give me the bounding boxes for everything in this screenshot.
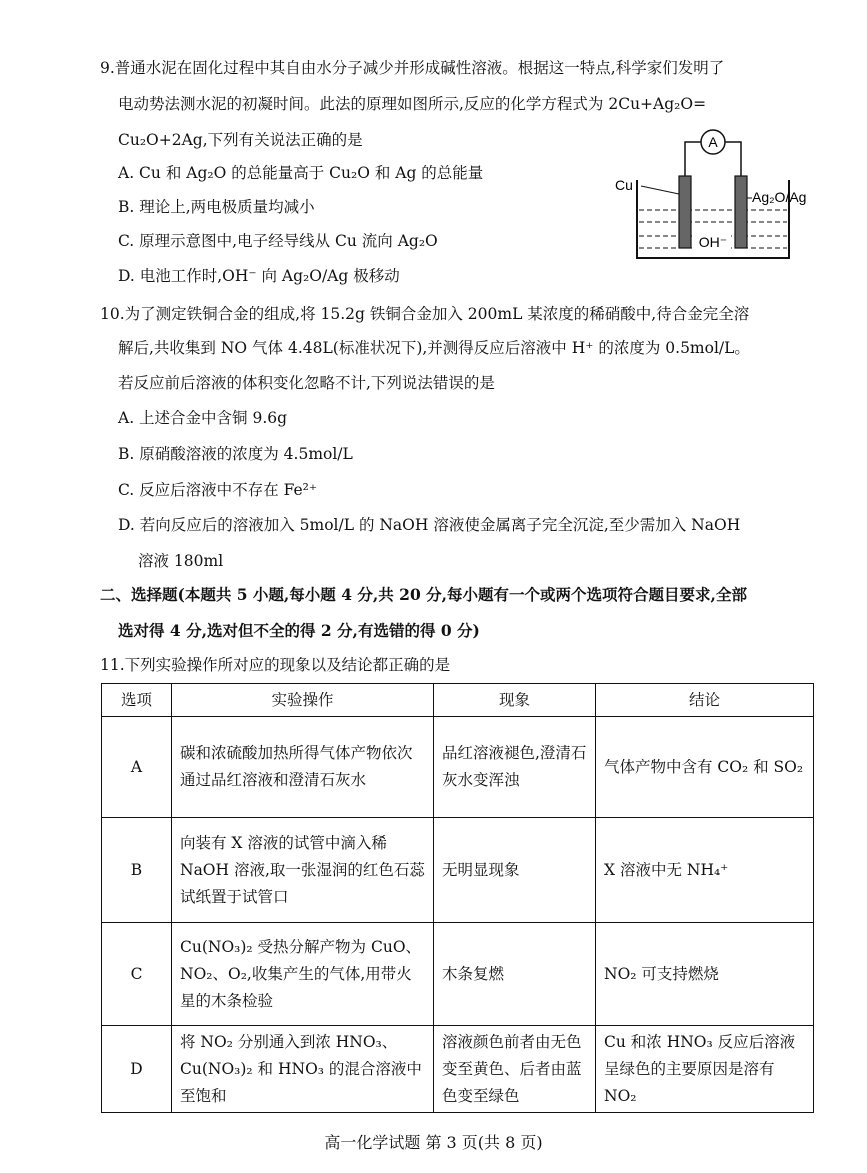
row-phenomenon: 品红溶液褪色,澄清石灰水变浑浊	[434, 717, 596, 818]
row-option: C	[102, 923, 172, 1026]
q9-line-2: 电动势法测水泥的初凝时间。此法的原理如图所示,反应的化学方程式为 2Cu+Ag₂O=	[118, 95, 707, 113]
q9-option-d: D. 电池工作时,OH⁻ 向 Ag₂O/Ag 极移动	[118, 267, 400, 285]
galvanic-cell-diagram	[615, 128, 845, 268]
table-row	[102, 1026, 814, 1113]
header-phenomenon: 现象	[434, 684, 596, 717]
q11-stem: 11.下列实验操作所对应的现象以及结论都正确的是	[100, 656, 451, 674]
table-header-row	[102, 684, 814, 717]
q10-option-d-line-1: D. 若向反应后的溶液加入 5mol/L 的 NaOH 溶液使金属离子完全沉淀,至少需加入 NaOH	[118, 516, 741, 534]
row-operation: 碳和浓硫酸加热所得气体产物依次通过品红溶液和澄清石灰水	[172, 717, 434, 818]
row-operation: Cu(NO₃)₂ 受热分解产物为 CuO、NO₂、O₂,收集产生的气体,用带火星的木条检验	[172, 923, 434, 1026]
cu-label: Cu	[615, 177, 633, 193]
q9-line-1: 9.普通水泥在固化过程中其自由水分子减少并形成碱性溶液。根据这一特点,科学家们发明了	[100, 59, 725, 77]
row-phenomenon: 溶液颜色前者由无色变至黄色、后者由蓝色变至绿色	[434, 1026, 596, 1113]
ag2o-electrode	[735, 176, 747, 248]
table-row	[102, 818, 814, 923]
header-operation: 实验操作	[172, 684, 434, 717]
cu-electrode	[679, 176, 691, 248]
experiment-table	[101, 683, 814, 1113]
row-operation: 向装有 X 溶液的试管中滴入稀 NaOH 溶液,取一张湿润的红色石蕊试纸置于试管口	[172, 818, 434, 923]
section-2-line-1: 二、选择题(本题共 5 小题,每小题 4 分,共 20 分,每小题有一个或两个选项符合题目要求,全部	[100, 585, 747, 604]
electrolyte-label: OH⁻	[698, 234, 728, 250]
row-conclusion: Cu 和浓 HNO₃ 反应后溶液呈绿色的主要原因是溶有 NO₂	[596, 1026, 814, 1113]
q9-line-3: Cu₂O+2Ag,下列有关说法正确的是	[118, 131, 363, 149]
q9-option-c: C. 原理示意图中,电子经导线从 Cu 流向 Ag₂O	[118, 232, 438, 250]
q9-option-a: A. Cu 和 Ag₂O 的总能量高于 Cu₂O 和 Ag 的总能量	[118, 164, 484, 182]
row-conclusion: 气体产物中含有 CO₂ 和 SO₂	[596, 717, 814, 818]
q10-line-3: 若反应前后溶液的体积变化忽略不计,下列说法错误的是	[118, 374, 495, 392]
table-row	[102, 923, 814, 1026]
row-phenomenon: 无明显现象	[434, 818, 596, 923]
row-option: B	[102, 818, 172, 923]
q10-line-1: 10.为了测定铁铜合金的组成,将 15.2g 铁铜合金加入 200mL 某浓度的稀硝酸中,待合金完全溶	[100, 305, 750, 323]
q10-option-d-line-2: 溶液 180ml	[138, 552, 224, 570]
table-row	[102, 717, 814, 818]
ag2o-label: Ag₂O/Ag	[752, 189, 807, 205]
row-phenomenon: 木条复燃	[434, 923, 596, 1026]
row-option: D	[102, 1026, 172, 1113]
ammeter-label: A	[708, 134, 718, 150]
q10-line-2: 解后,共收集到 NO 气体 4.48L(标准状况下),并测得反应后溶液中 H⁺ 的浓度为 0.5mol/L。	[118, 339, 750, 357]
q10-option-c: C. 反应后溶液中不存在 Fe²⁺	[118, 481, 318, 499]
page-footer: 高一化学试题 第 3 页(共 8 页)	[324, 1133, 543, 1152]
q10-option-a: A. 上述合金中含铜 9.6g	[118, 409, 288, 427]
row-conclusion: X 溶液中无 NH₄⁺	[596, 818, 814, 923]
section-2-line-2: 选对得 4 分,选对但不全的得 2 分,有选错的得 0 分)	[118, 621, 480, 640]
q9-option-b: B. 理论上,两电极质量均减小	[118, 198, 315, 216]
row-operation: 将 NO₂ 分别通入到浓 HNO₃、Cu(NO₃)₂ 和 HNO₃ 的混合溶液中至饱和	[172, 1026, 434, 1113]
row-option: A	[102, 717, 172, 818]
header-conclusion: 结论	[596, 684, 814, 717]
row-conclusion: NO₂ 可支持燃烧	[596, 923, 814, 1026]
q10-option-b: B. 原硝酸溶液的浓度为 4.5mol/L	[118, 445, 353, 463]
header-option: 选项	[102, 684, 172, 717]
